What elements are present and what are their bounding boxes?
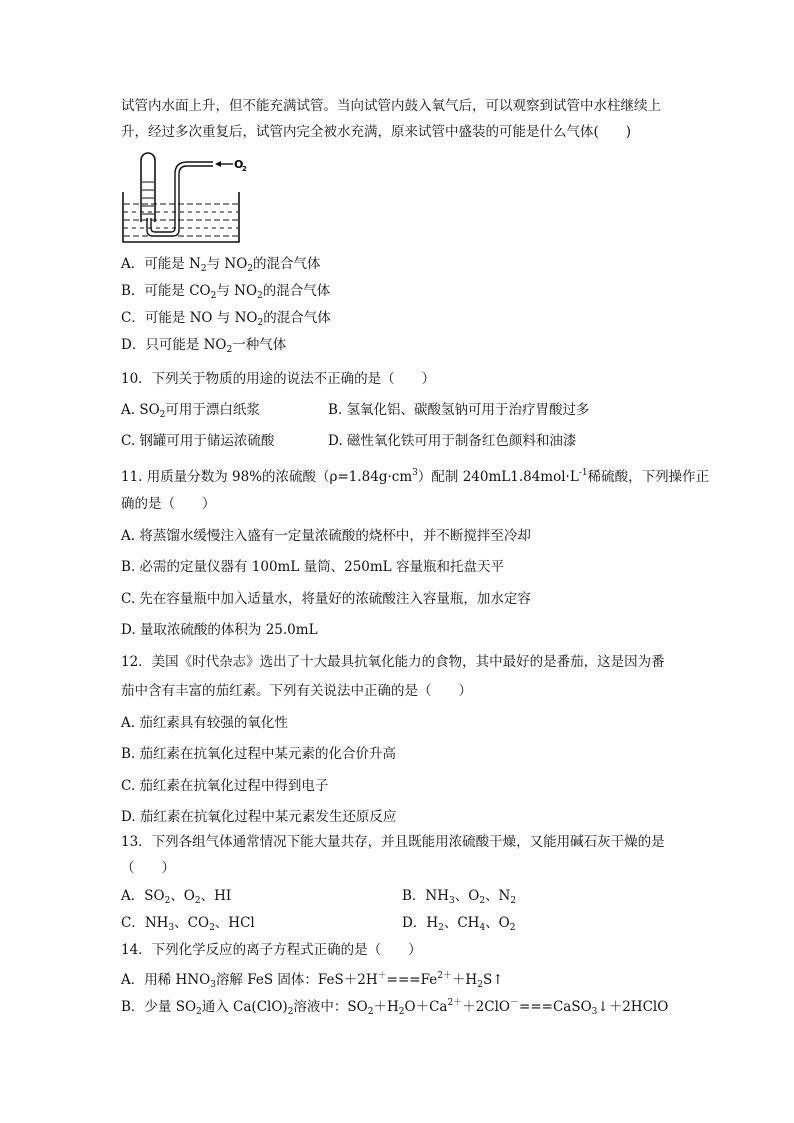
q10-option-c: C. 钢罐可用于储运浓硫酸: [121, 433, 275, 449]
o2-label: O: [234, 158, 244, 171]
q12-stem-line-1: 12．美国《时代杂志》选出了十大最具抗氧化能力的食物，其中最好的是番茄，这是因为番: [121, 654, 665, 670]
q11-option-d: D. 量取浓硫酸的体积为 25.0mL: [121, 622, 318, 638]
apparatus-diagram: [121, 152, 251, 247]
q10-option-d: D. 磁性氧化铁可用于制备红色颜料和油漆: [328, 433, 577, 449]
q12-option-c: C. 茄红素在抗氧化过程中得到电子: [121, 778, 329, 794]
delivery-tube-inner: [151, 162, 213, 232]
q12-option-d: D. 茄红素在抗氧化过程中某元素发生还原反应: [121, 809, 397, 825]
delivery-tube-outer: [147, 166, 213, 236]
q13-option-d: D．$H_2$、$CH_4$、$O_2$: [402, 915, 516, 933]
intro-line-1: 试管内水面上升，但不能充满试管。当向试管内鼓入氧气后，可以观察到试管中水柱继续上: [121, 98, 661, 114]
q13-stem-line-1: 13．下列各组气体通常情况下能大量共存，并且既能用浓硫酸干燥，又能用碱石灰干燥的是: [121, 834, 665, 850]
arrow-head: [215, 161, 221, 167]
q10-option-b: B. 氢氧化铝、碳酸氢钠可用于治疗胃酸过多: [328, 402, 590, 418]
q9-option-c: C．可能是 NO 与 $NO_2$的混合气体: [121, 310, 331, 328]
q11-stem-line-1: 11. 用质量分数为 98%的浓硫酸$(\rho=1.84g\cdot cm^3)$配制 $240mL1.84mol\cdot L^{-1}$稀硫酸，下列操作正: [121, 468, 710, 485]
q12-option-b: B. 茄红素在抗氧化过程中某元素的化合价升高: [121, 746, 397, 762]
q11-option-c: C. 先在容量瓶中加入适量水，将量好的浓硫酸注入容量瓶，加水定容: [121, 591, 531, 607]
q13-option-a: A．$SO_2$、$O_2$、HI: [121, 888, 232, 906]
intro-line-2: 升，经过多次重复后，试管内完全被水充满，原来试管中盛装的可能是什么气体( ): [121, 124, 632, 140]
q10-stem: 10．下列关于物质的用途的说法不正确的是（ ）: [121, 371, 436, 387]
q13-stem-line-2: （ ）: [121, 860, 175, 876]
q14-stem: 14．下列化学反应的离子方程式正确的是（ ）: [121, 942, 422, 958]
q10-option-a: A. $SO_2$可用于漂白纸浆: [121, 402, 260, 420]
tube-water: [142, 182, 154, 214]
q14-option-b: B．少量 $SO_2$通入 $Ca(ClO)_2$溶液中：$SO_2+H_2O+Ca^{2+}+2ClO^-===CaSO_3↓+2HClO$: [121, 998, 669, 1017]
q11-option-a: A. 将蒸馏水缓慢注入盛有一定量浓硫酸的烧杯中，并不断搅拌至冷却: [121, 528, 531, 544]
apparatus-figure: [121, 152, 251, 247]
q13-option-b: B．$NH_3$、$O_2$、$N_2$: [402, 888, 517, 906]
q11-stem-line-2: 确的是（ ）: [121, 496, 216, 512]
o2-subscript: 2: [242, 165, 247, 173]
q14-option-a: A．用稀 $HNO_3$溶解 FeS 固体：$FeS+2H^+===Fe^{2+}+H_2S↑$: [121, 971, 504, 990]
q9-option-a: A．可能是 $N_2$与 $NO_2$的混合气体: [121, 256, 321, 274]
q13-option-c: C．$NH_3$、$CO_2$、HCl: [121, 915, 255, 933]
q12-stem-line-2: 茄中含有丰富的茄红素。下列有关说法中正确的是（ ）: [121, 683, 472, 699]
q12-option-a: A. 茄红素具有较强的氧化性: [121, 715, 288, 731]
q9-option-b: B．可能是 $CO_2$与 $NO_2$的混合气体: [121, 283, 331, 301]
q9-option-d: D．只可能是 $NO_2$一种气体: [121, 337, 287, 355]
q11-option-b: B. 必需的定量仪器有 100mL 量筒、250mL 容量瓶和托盘天平: [121, 559, 504, 575]
